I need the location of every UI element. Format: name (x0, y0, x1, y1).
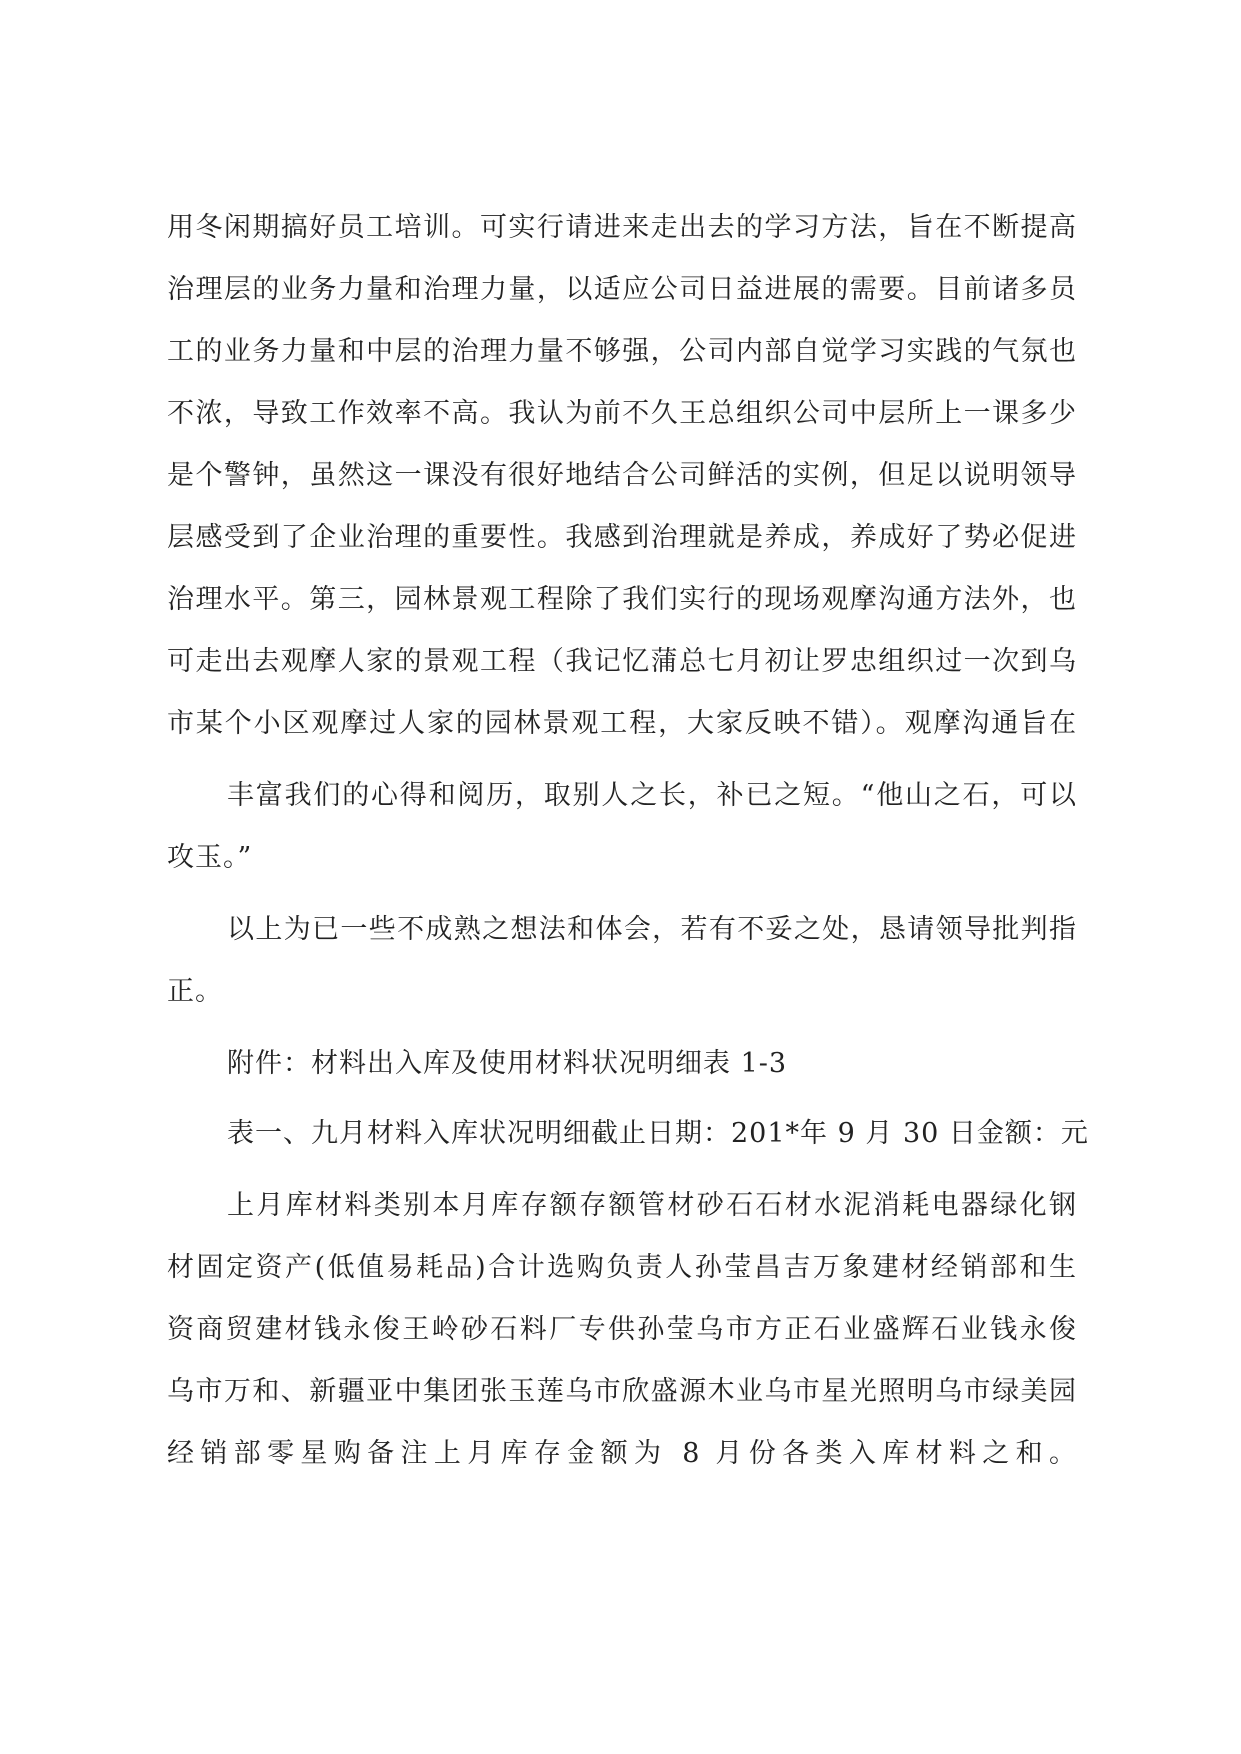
body-text-line: 攻玉。” (167, 842, 253, 873)
body-text-line: 乌市万和、新疆亚中集团张玉莲乌市欣盛源木业乌市星光照明乌市绿美园 (167, 1376, 1077, 1407)
body-text-line: 是个警钟，虽然这一课没有很好地结合公司鲜活的实例，但足以说明领导 (167, 460, 1077, 491)
body-text-line: 资商贸建材钱永俊王岭砂石料厂专供孙莹乌市方正石业盛辉石业钱永俊 (167, 1314, 1077, 1345)
attachment-heading: 附件：材料出入库及使用材料状况明细表 1-3 (227, 1048, 788, 1079)
paragraph-first-line: 丰富我们的心得和阅历，取别人之长，补已之短。“他山之石，可以 (227, 780, 1077, 811)
paragraph-first-line: 以上为已一些不成熟之想法和体会，若有不妥之处，恳请领导批判指 (227, 914, 1077, 945)
body-text-line: 工的业务力量和中层的治理力量不够强，公司内部自觉学习实践的气氛也 (167, 336, 1077, 367)
body-text-line: 治理层的业务力量和治理力量，以适应公司日益进展的需要。目前诸多员 (167, 274, 1077, 305)
body-text-line: 层感受到了企业治理的重要性。我感到治理就是养成，养成好了势必促进 (167, 522, 1077, 553)
body-text-line: 经销部零星购备注上月库存金额为 8 月份各类入库材料之和。 (167, 1438, 1077, 1469)
table-caption: 表一、九月材料入库状况明细截止日期：201*年 9 月 30 日金额：元 (227, 1118, 1089, 1149)
body-text-line: 材固定资产(低值易耗品)合计选购负责人孙莹昌吉万象建材经销部和生 (167, 1252, 1077, 1283)
body-text-line: 市某个小区观摩过人家的园林景观工程，大家反映不错）。观摩沟通旨在 (167, 708, 1077, 739)
body-text-line: 不浓，导致工作效率不高。我认为前不久王总组织公司中层所上一课多少 (167, 398, 1077, 429)
body-text-line: 用冬闲期搞好员工培训。可实行请进来走出去的学习方法，旨在不断提高 (167, 212, 1077, 243)
body-text-line: 正。 (167, 976, 223, 1007)
body-text-line: 治理水平。第三，园林景观工程除了我们实行的现场观摩沟通方法外，也 (167, 584, 1077, 615)
paragraph-first-line: 上月库材料类别本月库存额存额管材砂石石材水泥消耗电器绿化钢 (227, 1190, 1077, 1221)
body-text-line: 可走出去观摩人家的景观工程（我记忆蒲总七月初让罗忠组织过一次到乌 (167, 646, 1077, 677)
